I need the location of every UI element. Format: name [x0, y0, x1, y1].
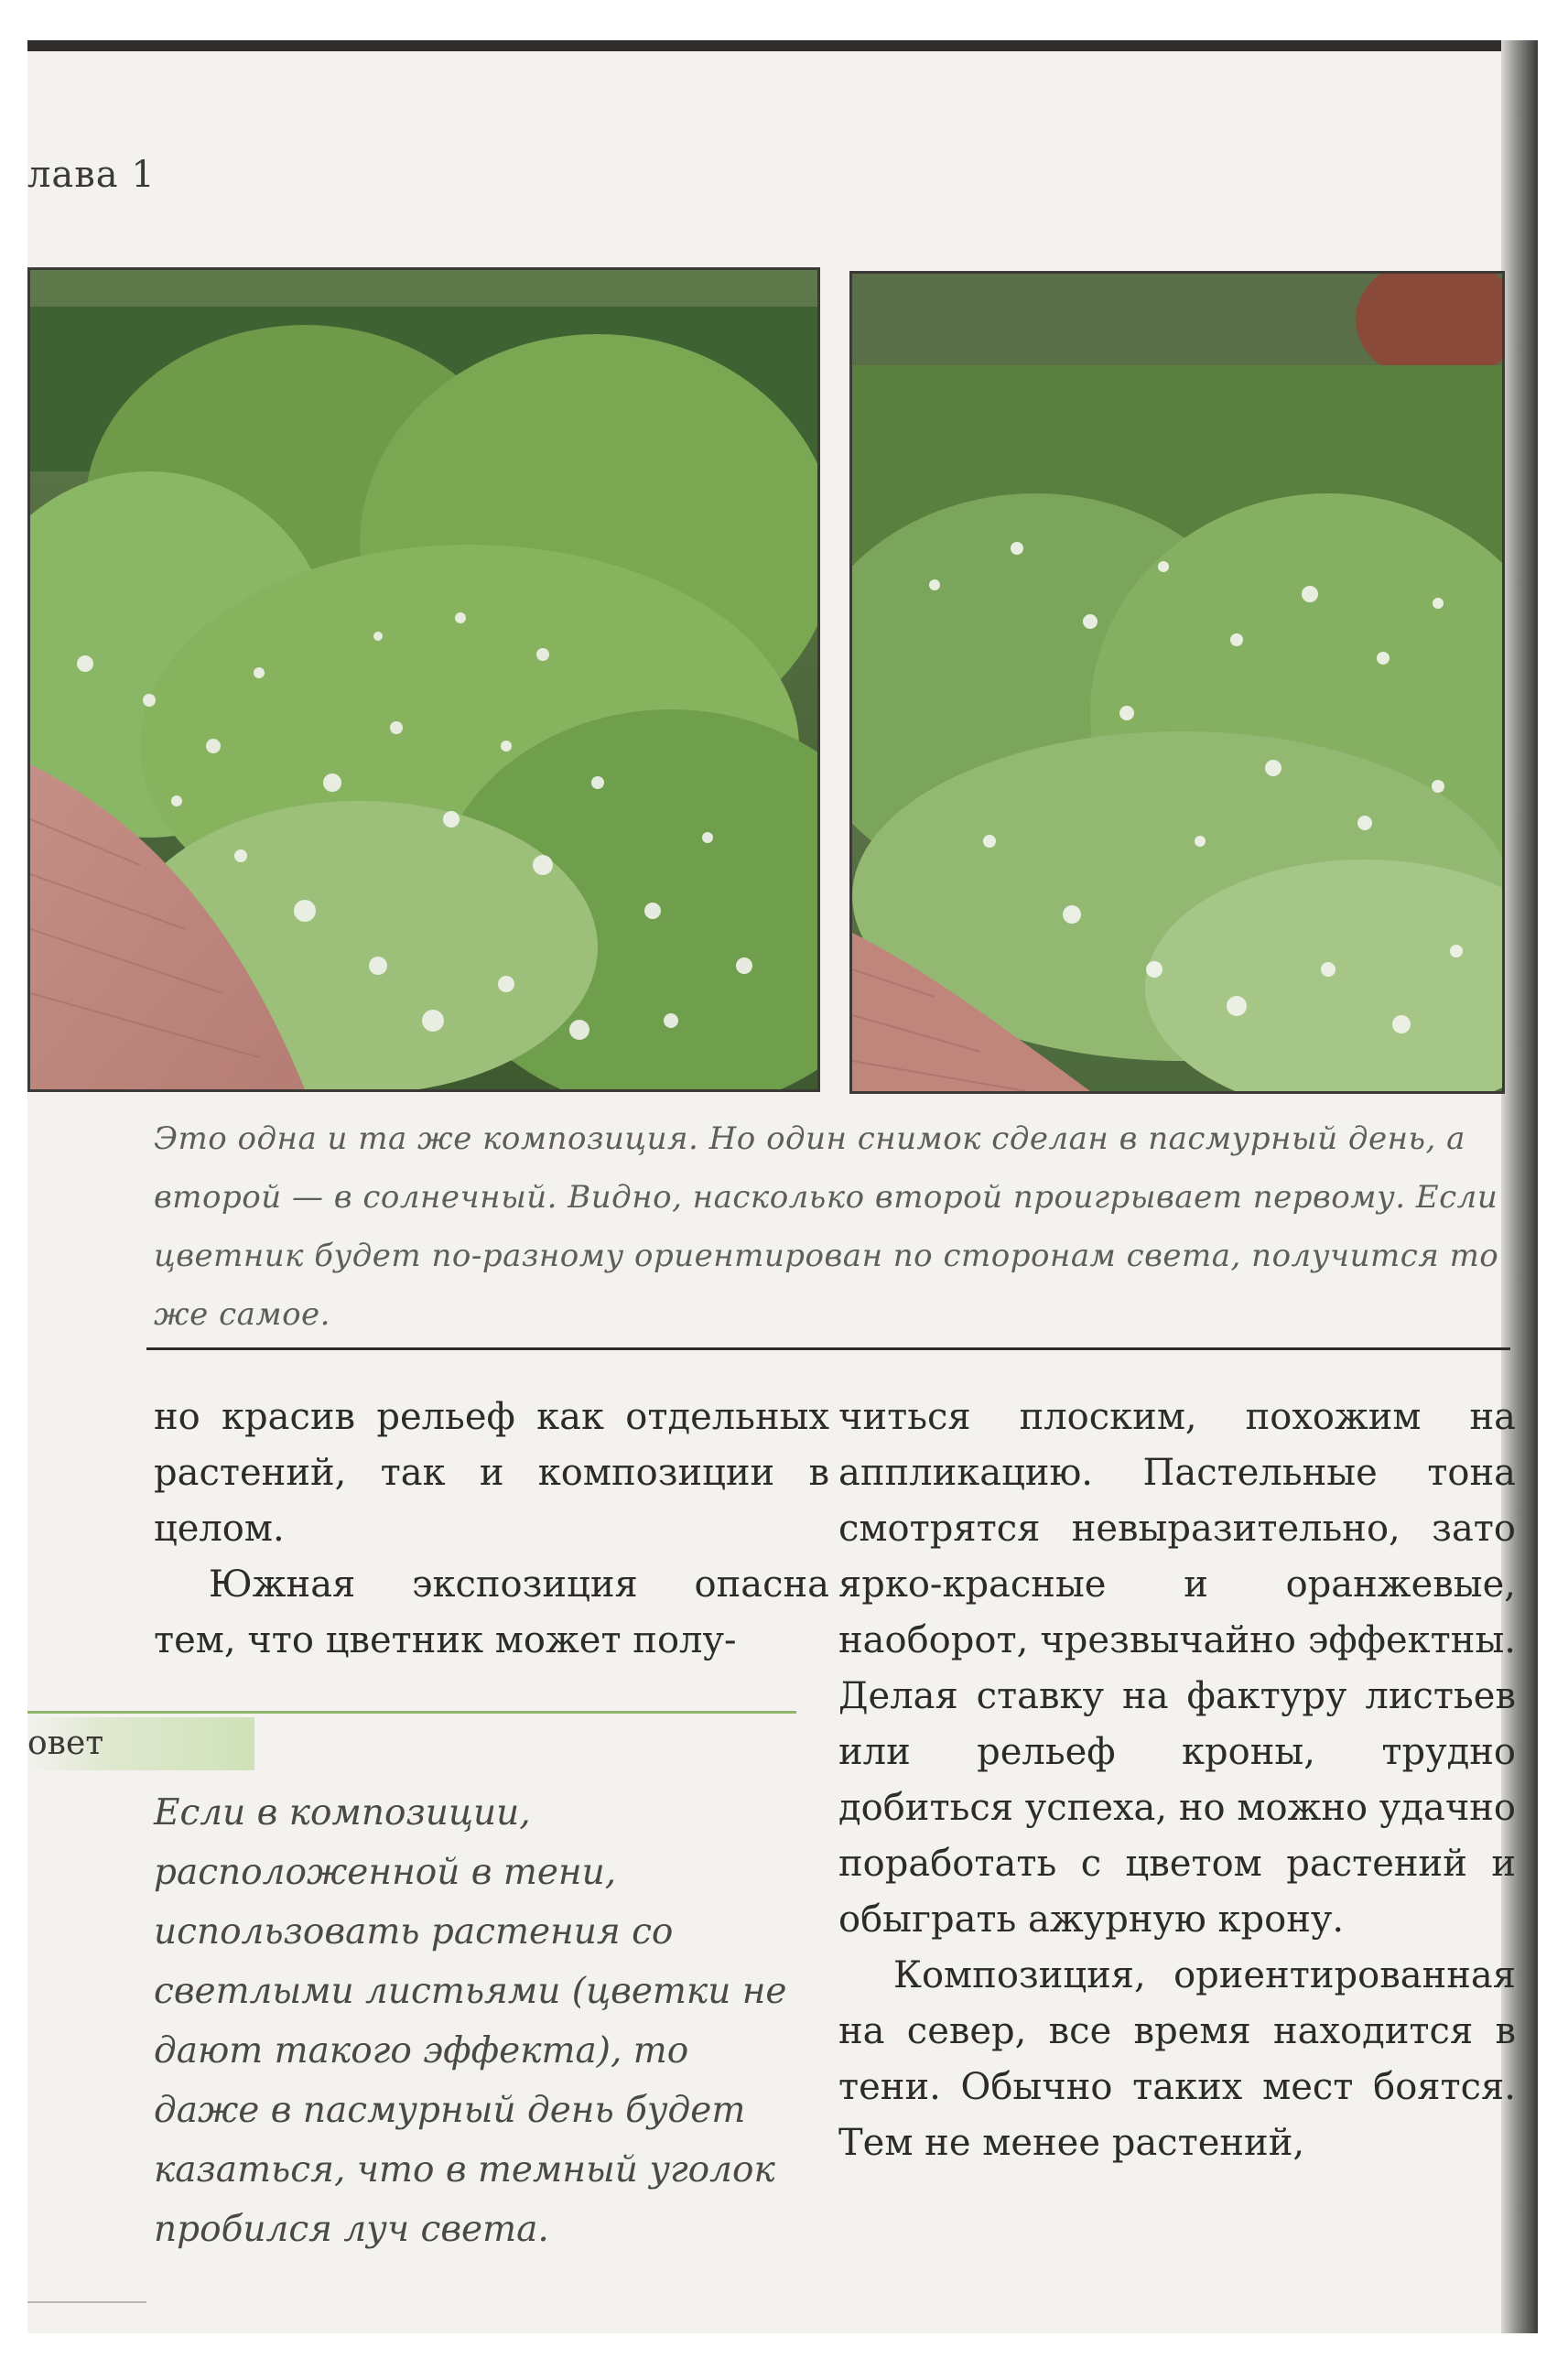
chapter-heading: лава 1 [27, 154, 156, 196]
body-paragraph: читься плоским, похожим на аппликацию. Пастельные тона смотрятся невыразительно, зато ярко-красные и оранжевые, наоборот, чрезвычайно эффектны. Делая ставку на фактуру листьев или рельеф кроны, трудно добиться успеха, но можно удачно поработать с цветом растений и обыграть ажурную крону. [838, 1396, 1516, 1941]
body-column-left [154, 1390, 829, 1669]
body-paragraph: Композиция, ориентированная на север, все время находится в тени. Обычно таких мест боятся. Тем не менее растений, [838, 1954, 1516, 2164]
body-paragraph: но красив рельеф как отдельных растений, так и композиции в целом. [154, 1396, 829, 1550]
tip-heading: овет [27, 1717, 254, 1770]
photo-garden-overcast [27, 267, 820, 1092]
garden-sunny-image [852, 274, 1502, 1091]
caption-divider [146, 1347, 1510, 1350]
body-paragraph: Южная экспозиция опасна тем, что цветник может полу- [154, 1563, 829, 1661]
tip-text: Если в композиции, расположенной в тени, использовать растения со светлыми листьями (цветки не дают такого эффекта), то даже в пасмурный день будет казаться, что в темный уголок пробился луч света. [154, 1792, 787, 2250]
photo-caption: Это одна и та же композиция. Но один снимок сделан в пасмурный день, а второй — в солнечный. Видно, насколько второй проигрывает первому. Если цветник будет по-разному ориентирован по сторонам света, получится то же самое. [154, 1120, 1499, 1333]
body-column-right [838, 1390, 1516, 2171]
page-top-edge [27, 40, 1538, 51]
tip-divider [27, 1711, 796, 1714]
page-foot-rule [27, 2301, 146, 2303]
garden-overcast-image [30, 270, 817, 1089]
book-page [27, 40, 1538, 2333]
photo-garden-sunny [849, 271, 1505, 1094]
